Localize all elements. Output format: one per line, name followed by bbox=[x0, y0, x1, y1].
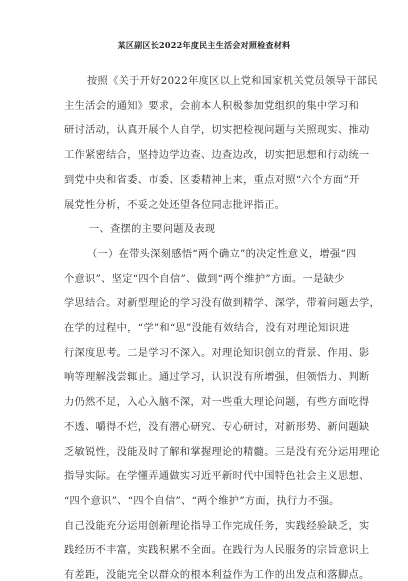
body-line: 主生活会的通知》要求，会前本人积极参加党组织的集中学习和 bbox=[64, 101, 360, 112]
body-line: 研讨活动，认真开展个人自学，切实把检视问题与关照现实、推动 bbox=[64, 125, 370, 136]
body-line: 按照《关于开好2022年度区以上党和国家机关党员领导干部民 bbox=[87, 76, 378, 87]
body-line: 展党性分析，不妥之处还望各位同志批评指正。 bbox=[64, 200, 286, 211]
body-line: “四个意识”、“四个自信”、“两个维护”方面，执行力不强。 bbox=[64, 496, 340, 507]
body-line: 有差距，没能完全以群众的根本利益作为工作的出发点和落脚点。 bbox=[64, 570, 370, 581]
body-line: 学思结合。对新型理论的学习没有做到精学、深学，带着问题去学， bbox=[64, 298, 381, 309]
body-line: 不透、嚼得不烂，没有潜心研究、专心研讨，对新形势、新问题缺 bbox=[64, 422, 370, 433]
body-line: （一）在带头深刻感悟“两个确立”的决定性意义，增强“四 bbox=[87, 249, 357, 260]
body-line: 自己没能充分运用创新理论指导工作完成任务，实践经验缺乏，实 bbox=[64, 521, 370, 532]
body-line: 工作紧密结合，坚持边学边查、边查边改，切实把思想和行动统一 bbox=[64, 150, 370, 161]
body-line: 在学的过程中，“学”和“思”没能有效结合，没有对理论知识进 bbox=[64, 323, 350, 334]
body-line: 力仍然不足，入心入脑不深，对一些重大理论问题，有些方面吃得 bbox=[64, 397, 370, 408]
body-line: 响等理解浅尝辄止。通过学习，认识没有所增强，但领悟力、判断 bbox=[64, 372, 370, 383]
body-line: 到党中央和省委、市委、区委精神上来，重点对照“六个方面”开 bbox=[64, 175, 360, 186]
body-line: 行深度思考。二是学习不深入。对理论知识创立的背景、作用、影 bbox=[64, 348, 370, 359]
document-title: 某区副区长2022年度民主生活会对照检查材料 bbox=[117, 40, 291, 50]
body-line: 乏敏锐性，没能及时了解和掌握理论的精髓。三是没有充分运用理论 bbox=[64, 447, 381, 458]
body-line: 个意识”、坚定“四个自信”、做到“两个维护”方面。一是缺少 bbox=[64, 274, 345, 285]
body-line: 指导实际。在学懂弄通做实习近平新时代中国特色社会主义思想、 bbox=[64, 471, 370, 482]
body-line: 践经历不丰富，实践积累不全面。在践行为人民服务的宗旨意识上 bbox=[64, 545, 370, 556]
section-heading: 一、查摆的主要问题及表现 bbox=[89, 224, 216, 235]
